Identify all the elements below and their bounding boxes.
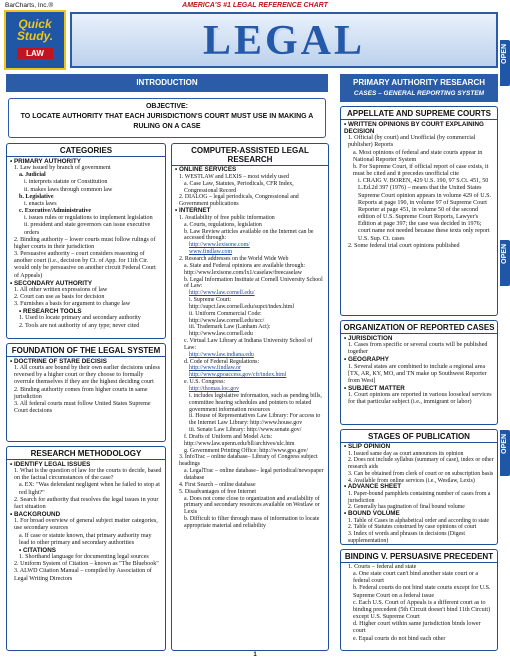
methodology-content: [7, 460, 165, 584]
computer-line: c. Virtual Law Library at Indiana University School of Law:: [184, 338, 313, 351]
categories-line: • RESEARCH TOOLS: [19, 308, 82, 316]
computer-line: b. Legal Information Institute at Cornell University School of Law:: [184, 276, 323, 290]
computer-line: a. Case Law, Statutes, Periodicals, CFR Index, Congressional Record: [184, 180, 294, 194]
methodology-line: a. If case or statute known, that primary authority may lead to other primary and secondary authorities: [19, 532, 152, 546]
introduction-header: INTRODUCTION: [6, 74, 328, 92]
methodology-title: RESEARCH METHODOLOGY: [7, 447, 165, 460]
computer-line: a. LegalTrac – online database– legal periodical/newspaper database: [184, 468, 324, 481]
stages-line: 1. Paper-bound pamphlets containing number of cases from a jurisdiction: [348, 490, 491, 504]
logo-line1: Quick: [18, 17, 52, 31]
categories-line: i. enacts laws: [24, 200, 57, 207]
methodology-line: • BACKGROUND: [10, 511, 61, 519]
computer-line: i. includes legislative information, such as pending bills, committee hearing schedules and pointers to related government information resources: [189, 392, 322, 413]
methodology-box: [6, 446, 166, 651]
categories-line: • SECONDARY AUTHORITY: [10, 279, 93, 287]
appellate-line: 1. Official (by court) and Unofficial (by commercial publisher) Reports: [348, 135, 476, 149]
appellate-box: [340, 106, 498, 316]
computer-line: ii. House of Representatives Law Library: For access to the Internet Law Library: http://www.house.gov: [189, 413, 321, 427]
quickstudy-logo: [4, 10, 66, 70]
appellate-line: b. For Supreme Court, if official report of case exists, it must be cited and it precedes unofficial cite: [353, 163, 489, 178]
organization-content: [341, 334, 497, 408]
publisher-name: BarCharts, Inc.®: [5, 2, 54, 9]
categories-line: a. Judicial: [19, 172, 46, 179]
binding-line: c. Each U.S. Court of Appeals is a different court as to binding precedent (5th Circuit doesn't bind 11th Circuit) except U.S. Supreme Court: [353, 599, 491, 621]
categories-line: 3. Persuasive authority – court considers reasoning of another court (i.e., decision by Ct. of App. for 11th Cir. would only be persuasive on another circuit Federal Court of Appeals): [14, 251, 156, 279]
computer-line: b. Law Review articles available on the Internet can be accessed through:: [184, 228, 314, 242]
computer-line: a. State and Federal opinions are available through: http://www.lexisone.com/lx1/caselaw/freecaselaw: [184, 262, 306, 276]
objective-box: [8, 98, 326, 138]
methodology-line: a. EX: "Was defendant negligent when he failed to stop at red light?": [19, 482, 160, 496]
computer-line: 2. DIALOG – legal periodicals, Congressional and Government publications: [179, 194, 299, 208]
computer-line: http://www.law.cornell.edu/: [189, 290, 255, 297]
computer-line: 1. WESTLAW and LEXIS – most widely used: [179, 173, 289, 180]
methodology-line: 1. What is the question of law for the courts to decide, based on the factual circumstances of the case?: [14, 468, 162, 482]
primary-authority-header: [340, 74, 498, 102]
foundation-title: FOUNDATION OF THE LEGAL SYSTEM: [7, 344, 165, 357]
stages-content: [341, 443, 497, 545]
computer-line: g. Government Printing Office: http://www.gpo.gov/: [184, 447, 309, 454]
computer-line: ii. Uniform Commercial Code: http://www.law.cornell.edu/ucc/: [189, 310, 265, 324]
computer-line: b. Difficult to filter through mass of information to locate appropriate material and reliability: [184, 516, 320, 529]
foundation-line: 2. Binding authority comes from higher courts in same jurisdiction: [14, 386, 148, 400]
computer-research-box: [171, 143, 329, 651]
binding-line: e. Equal courts do not bind each other: [353, 635, 446, 642]
computer-line: a. Courts, regulations, legislation: [184, 221, 262, 228]
methodology-line: 1. For broad overview of general subject matter categories, use secondary sources: [14, 518, 158, 532]
organization-line: 1. Several states are combined to include a regional area [TX, AR, KY, MO, and TN make up Southwest Reporter from West]: [348, 363, 487, 384]
appellate-line: • WRITTEN OPINIONS BY COURT EXPLAINING DECISION: [344, 121, 484, 136]
organization-line: • JURISDICTION: [344, 335, 393, 342]
computer-line: • INTERNET: [175, 207, 211, 215]
stages-line: 2. Table of Statutes construed by case opinions of court: [348, 524, 477, 531]
computer-line: 1. Availability of free public information: [179, 214, 275, 221]
categories-title: CATEGORIES: [7, 144, 165, 157]
computer-line: http://www.findlaw.or: [189, 365, 241, 372]
stages-box: [340, 429, 498, 545]
foundation-line: 1. All courts are bound by their own earlier decisions unless reversed by a higher court or they choose to formally overrule themselves if they are the highest deciding court: [14, 365, 161, 386]
categories-line: 1. Law issued by branch of government: [14, 165, 111, 172]
categories-line: • PRIMARY AUTHORITY: [10, 158, 81, 165]
organization-line: • GEOGRAPHY: [344, 356, 389, 364]
categories-content: [7, 157, 165, 331]
categories-line: 1. All other written expressions of law: [14, 286, 108, 293]
organization-line: 1. Cases from specific or several courts will be published together: [348, 342, 488, 356]
appellate-line: a. Most opinions of federal and state courts appear in National Reporter System: [353, 149, 483, 163]
organization-box: [340, 320, 498, 425]
stages-line: 3. Can be obtained from clerk of court or on subscription basis: [348, 470, 494, 477]
computer-line: a. Does not come close to organization and availability of primary and secondary resources available on Westlaw or Lexis: [184, 495, 320, 516]
methodology-line: 3. ALWD Citation Manual – compiled by Association of Legal Writing Directors: [14, 568, 152, 582]
categories-line: 2. Court can use as basis for decision: [14, 293, 105, 300]
computer-line: iii. Trademark Law (Lanham Act): http://www.law.cornell.edu: [189, 324, 271, 338]
stages-line: 2. Does not include syllabus (summary of case), index or other research aids: [348, 457, 494, 471]
binding-box: [340, 549, 498, 651]
open-tab-lower: [500, 430, 510, 476]
binding-line: 1. Courts – federal and state: [348, 564, 417, 570]
foundation-line: 3. All federal courts must follow United States Supreme Court decisions: [14, 400, 151, 415]
open-tab-top: [500, 40, 510, 86]
stages-line: • ADVANCE SHEET: [344, 483, 402, 491]
foundation-line: • DOCTRINE OF STARE DECISIS: [10, 358, 107, 365]
computer-line: d. Code of Federal Regulations:: [184, 358, 260, 365]
computer-line: http://www.lexisone.com/: [189, 242, 250, 249]
page-number: 1: [253, 652, 257, 658]
categories-line: c. Executive/Administrative: [19, 208, 92, 215]
categories-line: 2. Tools are not authority of any type; never cited: [19, 322, 140, 329]
categories-line: 3. Furnishes a basis for argument to change law: [14, 301, 131, 308]
computer-line: http://www.law.indiana.edu: [189, 351, 254, 358]
categories-line: 1. Used to locate primary and secondary authority: [19, 315, 141, 322]
methodology-line: 2. Search for authority that resolves the legal issues in your fact situation: [14, 496, 159, 510]
stages-line: 3. Index of words and phrases in decisions (Digest supplementation): [348, 531, 466, 544]
open-tab-label: OPEN: [501, 44, 508, 64]
appellate-title: APPELLATE AND SUPREME COURTS: [341, 107, 497, 120]
computer-research-title: COMPUTER-ASSISTED LEGAL RESEARCH: [172, 144, 328, 166]
computer-line: www.findlaw.com: [189, 249, 233, 256]
open-tab-label: OPEN: [501, 434, 508, 454]
categories-line: i. issues rules or regulations to implement legislation: [24, 215, 153, 222]
categories-line: i. interprets statute or Constitution: [24, 179, 108, 186]
computer-line: http://www.gpoaccess.gov/cfr/index.html: [189, 372, 287, 379]
foundation-content: [7, 357, 165, 416]
open-tab-middle: [500, 240, 510, 286]
categories-box: [6, 143, 166, 339]
computer-line: 3. InfoTrac – online database– Library of Congress subject headings: [179, 454, 318, 468]
open-tab-label: OPEN: [501, 244, 508, 264]
stages-line: • SLIP OPINION: [344, 443, 391, 450]
appellate-line: i. CRAIG V. BOREN, 429 U.S. 190, 97 S.Ct. 451, 50 L.Ed.2d 397 (1976) – means that the United States Supreme Court opinion appears in volume 429 of U.S. Reports at page 190, in volume 97 of Supreme Court Reporter at page 451, in volume 50 of the second edition of U.S. Supreme Court Reports, Lawyer's Edition at page 397; the case was decided in 1976; court name not needed because these texts only report U.S. Sup. Ct. cases: [358, 178, 492, 242]
stages-title: STAGES OF PUBLICATION: [341, 430, 497, 443]
computer-line: 5. Disadvantages of free Internet: [179, 488, 257, 495]
stages-line: 1. Table of Cases in alphabetical order and according to state: [348, 517, 489, 524]
computer-line: 2. Research addresses on the World Wide Web: [179, 255, 289, 262]
primary-authority-title: PRIMARY AUTHORITY RESEARCH: [352, 78, 485, 87]
page-title: LEGAL: [202, 18, 366, 64]
methodology-line: 2. Uniform System of Citation – known as "The Bluebook": [14, 561, 159, 568]
categories-line: b. Legislative: [19, 193, 54, 200]
categories-line: 2. Binding authority – lower courts must follow rulings of higher courts in their jurisdiction: [14, 236, 156, 250]
categories-line: ii. makes laws through common law: [24, 186, 113, 193]
computer-line: iii. Senate Law Library: http://www.senate.gov/: [189, 427, 302, 434]
stages-line: • BOUND VOLUME: [344, 510, 400, 518]
binding-content: [341, 563, 497, 644]
tagline: AMERICA'S #1 LEGAL REFERENCE CHART: [182, 2, 328, 9]
appellate-line: 2. Some federal trial court opinions published: [348, 242, 460, 249]
computer-line: • ONLINE SERVICES: [175, 166, 237, 173]
title-banner: [70, 12, 498, 68]
objective-label: OBJECTIVE:: [145, 103, 188, 110]
logo-line2: Study.: [16, 29, 54, 43]
organization-line: • SUBJECT MATTER: [344, 385, 405, 393]
methodology-line: • CITATIONS: [19, 546, 56, 554]
computer-line: http://thomas.loc.gov: [189, 386, 240, 392]
logo-badge: LAW: [17, 48, 53, 59]
binding-title: BINDING V. PERSUASIVE PRECEDENT: [341, 550, 497, 563]
stages-line: 2. Generally has pagination of final bound volume: [348, 504, 465, 511]
foundation-box: [6, 343, 166, 442]
stages-line: 4. Available from online services (i.e., Westlaw, Lexis): [348, 477, 475, 484]
binding-line: d. Higher court within same jurisdiction binds lower court: [353, 621, 481, 635]
stages-line: 1. Issued same day as court announces its opinion: [348, 450, 464, 457]
categories-line: ii. president and state governors can issue executive orders: [24, 222, 151, 236]
binding-line: b. Federal courts do not bind state courts except for U.S. Supreme Court on a federal issue: [353, 585, 491, 599]
appellate-content: [341, 120, 497, 251]
objective-text: TO LOCATE AUTHORITY THAT EACH JURISDICTION'S COURT MUST USE IN MAKING A RULING ON A CASE: [20, 113, 314, 130]
primary-authority-subtitle: CASES – GENERAL REPORTING SYSTEM: [353, 90, 485, 97]
computer-line: f. Drafts of Uniform and Model Acts: http://www.law.upenn.edu/bll/archives/ulc.htm: [184, 433, 295, 447]
computer-line: i. Supreme Court: http://supct.law.cornell.edu/supct/index.html: [189, 297, 294, 310]
organization-title: ORGANIZATION OF REPORTED CASES: [341, 321, 497, 334]
binding-line: a. One state court can't bind another state court or a federal court: [353, 571, 479, 585]
computer-line: 4. First Search – online database: [179, 481, 256, 488]
methodology-line: 1. Shorthand language for documenting legal sources: [19, 554, 149, 561]
computer-line: e. U.S. Congress:: [184, 379, 226, 386]
methodology-line: • IDENTIFY LEGAL ISSUES: [10, 461, 91, 468]
organization-line: 1. Court opinions are reported in various looseleaf services for that particular subject (i.e., immigrant or labor): [348, 392, 492, 406]
computer-research-content: [172, 166, 328, 531]
